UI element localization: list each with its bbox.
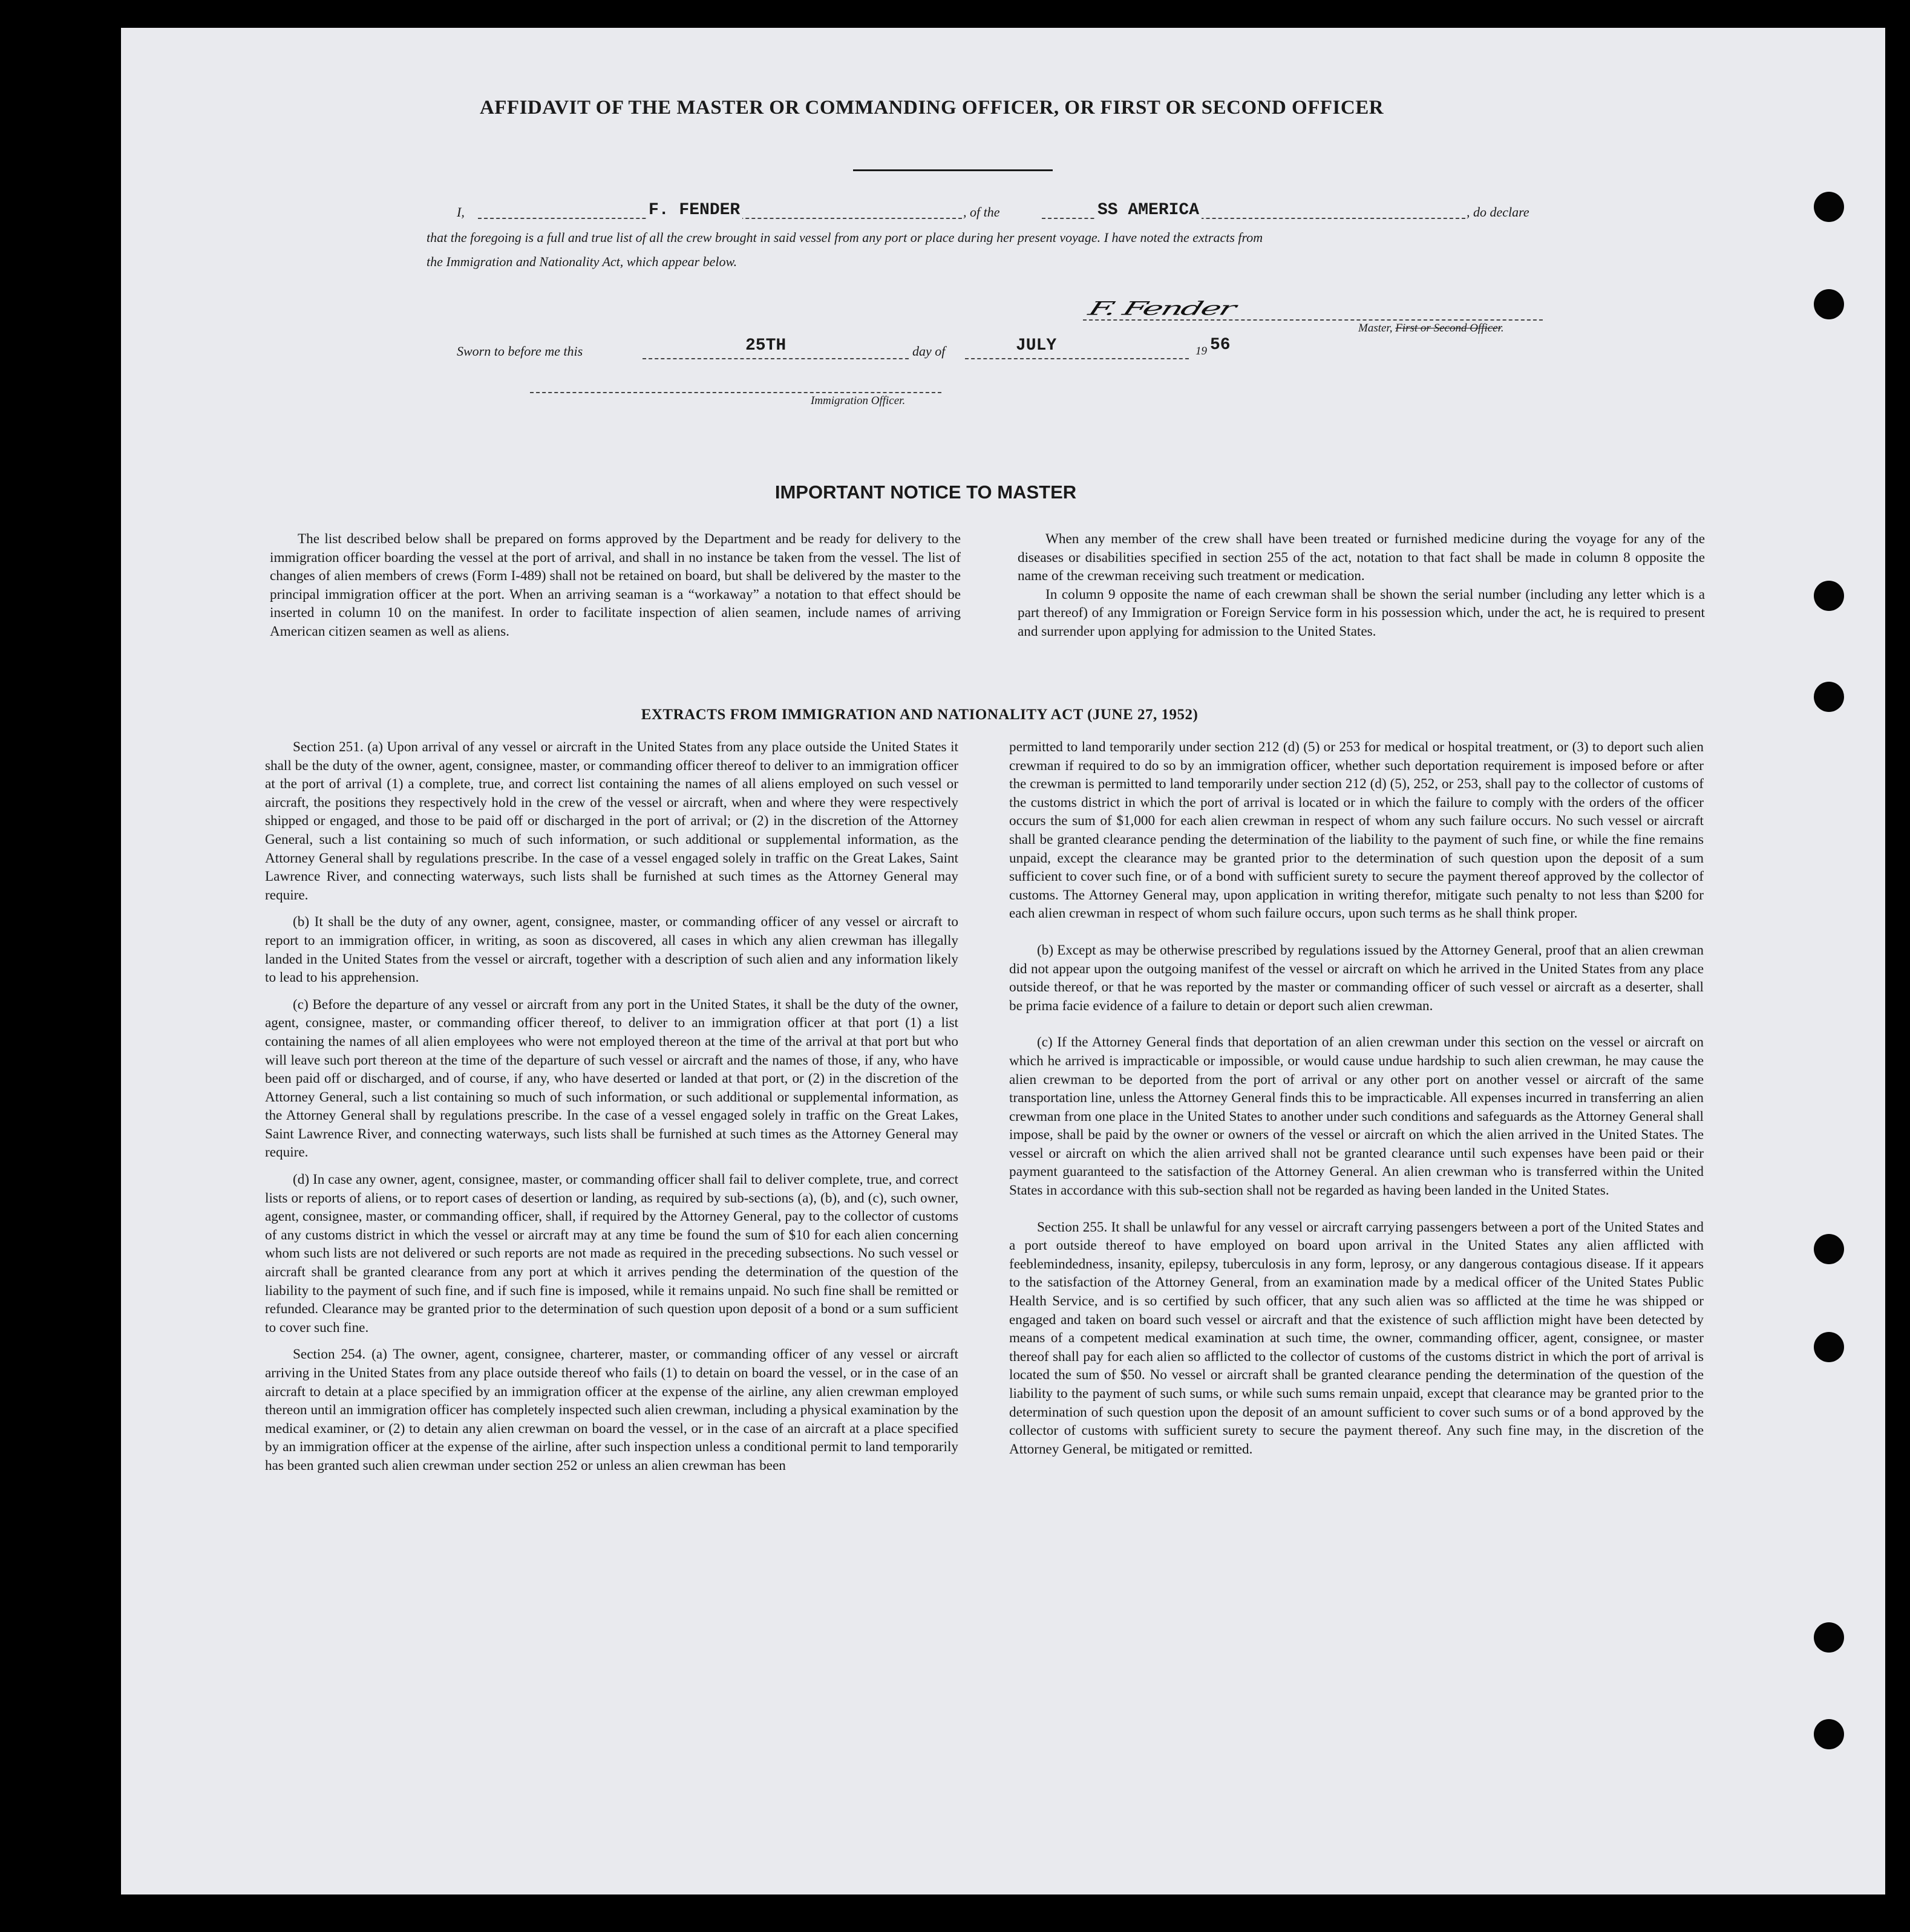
notice-right-paragraph-1: When any member of the crew shall have been treated or furnished medicine during the voyage for any of the diseases or disabilities specified in section 255 of the act, notation to that fact shall be made in column 8 opposite the name of the crewman receiving such treatment or medication.	[1018, 531, 1705, 584]
section-251-a: Section 251. (a) Upon arrival of any vessel or aircraft in the United States from any place outside the United States it shall be the duty of the owner, agent, consignee, master, or commanding officer thereof to deliver to an immigration officer at the port of arrival (1) a complete, true, and correct list containing the names of all aliens employed on such vessel or aircraft, the positions they respectively hold in the crew of the vessel or aircraft, when and where they were respectively shipped or engaged, and those to be paid off or discharged in the port of arrival; or (2) in the discretion of the Attorney General, such a list containing so much of such information, or such additional or supplemental information, as the Attorney General shall by regulations prescribe. In the case of a vessel engaged solely in traffic on the Great Lakes, Saint Lawrence River, and connecting waterways, such lists shall be furnished at such times as the Attorney General may require.	[265, 739, 958, 903]
master-signature: F. Fender	[1085, 298, 1238, 320]
notice-right-column	[1018, 530, 1705, 641]
binder-hole	[1814, 1719, 1844, 1749]
binder-hole	[1814, 1234, 1844, 1264]
binder-hole	[1814, 1332, 1844, 1362]
declaration-line-2: the Immigration and Nationality Act, which appear below.	[427, 254, 738, 269]
year-suffix: 56	[1210, 336, 1231, 354]
year-prefix: 19	[1195, 345, 1207, 357]
month-line	[965, 358, 1189, 359]
day-line	[643, 358, 909, 359]
of-the-label: , of the	[963, 204, 1000, 220]
signature-caption	[1358, 322, 1504, 335]
binder-hole	[1814, 1622, 1844, 1653]
affidavit-title: AFFIDAVIT OF THE MASTER OR COMMANDING OFFICER, OR FIRST OR SECOND OFFICER	[479, 97, 1384, 119]
i-label: I,	[457, 204, 465, 220]
notice-left-column	[270, 530, 961, 641]
notice-left-paragraph: The list described below shall be prepared on forms approved by the Department and be ready for delivery to the immigration officer boarding the vessel at the port of arrival, and shall in no instance be taken from the vessel. The list of changes of alien members of crews (Form I-489) shall not be retained on board, but shall be delivered by the master to the principal immigration officer at the port. When an arriving seaman is a “workaway” a notation to that effect should be inserted in column 10 on the manifest. In order to facilitate inspection of alien seamen, include names of arriving American citizen seamen as well as aliens.	[270, 531, 961, 639]
section-254-a: Section 254. (a) The owner, agent, consignee, charterer, master, or commanding officer of any vessel or aircraft arriving in the United States from any place outside thereof who fails (1) to detain on board the vessel, or in the case of an aircraft to detain at a place specified by an immigration officer at the expense of the airline, any alien crewman employed thereon until an immigration officer has completely inspected such alien crewman, including a physical examination by the medical examiner, or (2) to detain any alien crewman on board the vessel, or in the case of an aircraft at a place specified by an immigration officer at the expense of the airline, after such inspection unless a conditional permit to land temporarily has been granted such alien crewman under section 252 or unless an alien crewman has been	[265, 1346, 958, 1473]
notice-title: IMPORTANT NOTICE TO MASTER	[774, 481, 1077, 503]
caption-period: .	[1500, 322, 1504, 335]
sworn-month: JULY	[1013, 336, 1059, 355]
section-254-b: (b) Except as may be otherwise prescribed by regulations issued by the Attorney General, proof that an alien crewman did not appear upon the outgoing manifest of the vessel or aircraft on which he arrived in the United States from any place outside thereof, or that he was reported by the master or commanding officer of such vessel or aircraft as a deserter, shall be prima facie evidence of a failure to detain or deport such alien crewman.	[1009, 942, 1704, 1014]
sworn-day: 25TH	[743, 336, 788, 355]
caption-master: Master,	[1358, 322, 1393, 335]
section-254-a-continued: permitted to land temporarily under section 212 (d) (5) or 253 for medical or hospital treatment, or (3) to deport such alien crewman if required to do so by an immigration officer, whether such deportation requirement is imposed before or after the crewman is permitted to land temporarily under section 212 (d) (5), 252, or 253, shall pay to the collector of customs of the customs district in which the port of arrival is located or in which the failure to comply with the orders of the officer occurs the sum of $1,000 for each alien crewman in respect of whom any such failure occurs. No such vessel or aircraft shall be granted clearance pending the determination of the liability to the payment of such fine, or while the fine remains unpaid, except the clearance may be granted prior to the determination of such question upon the deposit of a sum sufficient to cover such fine, or of a bond with sufficient surety to secure the payment thereof approved by the collector of customs. The Attorney General may, upon application in writing therefor, mitigate such penalty to not less than $200 for each alien crewman in respect of whom such failure occurs, upon such terms as he shall think proper.	[1009, 739, 1704, 922]
extracts-title: EXTRACTS FROM IMMIGRATION AND NATIONALITY ACT (JUNE 27, 1952)	[641, 707, 1199, 723]
extracts-left-column	[265, 738, 958, 1475]
immigration-officer-line	[530, 392, 941, 393]
day-of-label: day of	[912, 344, 946, 359]
extracts-right-column	[1009, 738, 1704, 1458]
vessel-name: SS AMERICA	[1095, 201, 1202, 220]
section-254-c: (c) If the Attorney General finds that deportation of an alien crewman under this section on the vessel or aircraft on which he arrived is impracticable or impossible, or would cause undue hardship to such alien crewman, he may cause the alien crewman to be deported from the port of arrival or any other port on another vessel or aircraft of the same transportation line, unless the Attorney General finds this to be impracticable. All expenses incurred in transferring an alien crewman from one place in the United States to another under such conditions and safeguards as the Attorney General shall impose, shall be paid by the owner or owners of the vessel or aircraft on which the alien arrived in the United States. The vessel or aircraft on which the alien arrived shall not be granted clearance until such expenses have been paid or their payment guaranteed to the satisfaction of the Attorney General. An alien crewman who is transferred within the United States in accordance with this sub-section shall not be regarded as having been landed in the United States.	[1009, 1034, 1704, 1199]
section-251-b: (b) It shall be the duty of any owner, agent, consignee, master, or commanding officer of any vessel or aircraft to report to an immigration officer, in writing, as soon as discovered, all cases in which any alien crewman has illegally landed in the United States from the vessel or aircraft, together with a description of such alien and any information likely to lead to his apprehension.	[265, 914, 958, 986]
declarant-name: F. FENDER	[646, 201, 742, 220]
immigration-officer-caption: Immigration Officer.	[811, 394, 906, 407]
caption-struck-officer: First or Second Officer	[1395, 322, 1501, 335]
section-255: Section 255. It shall be unlawful for any vessel or aircraft carrying passengers between a port of the United States and a port outside thereof to have employed on board upon arrival in the United States any alien afflicted with feeblemindedness, insanity, epilepsy, tuberculosis in any form, leprosy, or any dangerous contagious disease. If it appears to the satisfaction of the Attorney General, from an examination made by a medical officer of the United States Public Health Service, and is so certified by such officer, that any such alien was so afflicted at the time he was shipped or engaged and taken on board such vessel or aircraft and that the existence of such affliction might have been detected by means of a competent medical examination at such time, the owner, commanding officer, agent, consignee, or master thereof shall pay for each alien so afflicted to the collector of customs of the customs district in which the port of arrival is located the sum of $50. No vessel or aircraft shall be granted clearance pending the determination of the question of the liability to the payment of such sums, or while such sums remain unpaid, except that clearance may be granted prior to the determination of such question upon the deposit of an amount sufficient to cover such sums or of a bond approved by the collector of customs with sufficient surety to secure the payment thereof. Any such fine may, in the discretion of the Attorney General, be mitigated or remitted.	[1009, 1219, 1704, 1457]
binder-hole	[1814, 581, 1844, 611]
do-declare-label: , do declare	[1467, 204, 1529, 220]
binder-hole	[1814, 682, 1844, 712]
signature-line	[1083, 319, 1543, 321]
sworn-label: Sworn to before me this	[457, 344, 583, 359]
binder-hole	[1814, 289, 1844, 319]
notice-right-paragraph-2: In column 9 opposite the name of each crewman shall be shown the serial number (including any letter which is a part thereof) of any Immigration or Foreign Service form in his possession which, under the act, he is required to present and surrender upon applying for admission to the United States.	[1018, 586, 1705, 639]
title-underline	[853, 169, 1053, 171]
section-251-c: (c) Before the departure of any vessel or aircraft from any port in the United States, it shall be the duty of the owner, agent, consignee, master, or commanding officer thereof, to deliver to an immigration officer at that port (1) a list containing the names of all alien employees who were not employed thereon at the time of the arrival at that port but who will leave such port thereon at the time of the departure of such vessel or aircraft and the names of those, if any, who have been paid off or discharged, and of course, if any, who have deserted or landed at that port, or (2) in the discretion of the Attorney General, such a list containing so much of such information, or such additional or supplemental information, as the Attorney General shall by regulations prescribe. In the case of a vessel engaged solely in traffic on the Great Lakes, Saint Lawrence River, and connecting waterways, such lists shall be furnished at such times as the Attorney General may require.	[265, 996, 958, 1161]
binder-hole	[1814, 192, 1844, 222]
declaration-line-1: that the foregoing is a full and true list of all the crew brought in said vessel from any port or place during her present voyage. I have noted the extracts from	[427, 230, 1263, 245]
section-251-d: (d) In case any owner, agent, consignee, master, or commanding officer shall fail to deliver complete, true, and correct lists or reports of aliens, or to report cases of desertion or landing, as required by sub-sections (a), (b), and (c), such owner, agent, consignee, master, or commanding officer, shall, if required by the Attorney General, pay to the collector of customs of any customs district in which the vessel or aircraft may at any time be found the sum of $10 for each alien concerning whom such lists are not delivered or such reports are not made as required in the preceding subsections. No such vessel or aircraft shall be granted clearance from any port at which it arrives pending the determination of the question of the liability to the payment of such fine, and if such fine is imposed, while it remains unpaid. No such fine shall be remitted or refunded. Clearance may be granted prior to the determination of such question upon deposit of a bond or a sum sufficient to cover such fine.	[265, 1172, 958, 1336]
